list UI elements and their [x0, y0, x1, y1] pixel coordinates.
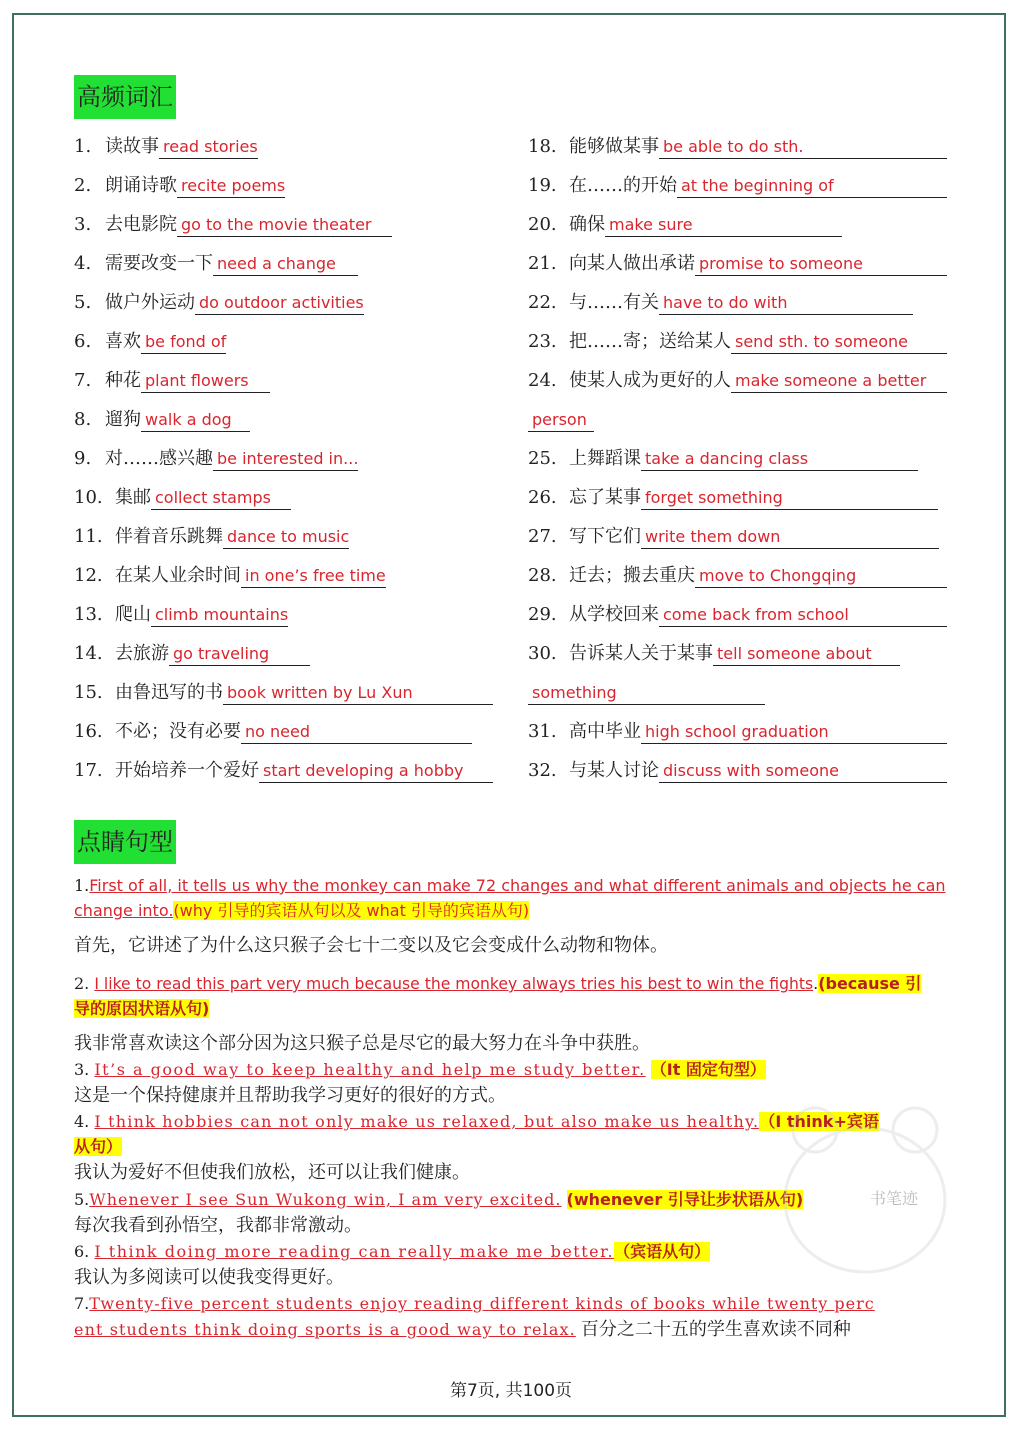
- vocab-chinese: 对……感兴趣: [105, 448, 213, 469]
- vocab-chinese: 告诉某人关于某事: [569, 643, 713, 664]
- vocab-number: 16.: [74, 721, 103, 742]
- vocab-chinese: 上舞蹈课: [569, 448, 641, 469]
- sentence-2-line-2: [74, 997, 209, 1021]
- sentence-7-english: Twenty-five percent students enjoy reading different kinds of books while twenty perc: [89, 1294, 875, 1313]
- sentence-7-line-1: [74, 1292, 875, 1316]
- vocab-answer: do outdoor activities: [195, 292, 364, 315]
- vocab-item: [74, 760, 493, 783]
- sentence-2-note-cont: 导的原因状语从句): [74, 999, 210, 1018]
- vocab-number: 28.: [528, 565, 557, 586]
- sentence-3-note: （It 固定句型）: [650, 1060, 766, 1079]
- vocab-number: 7.: [74, 370, 92, 391]
- vocab-chinese: 写下它们: [569, 526, 641, 547]
- vocab-number: 29.: [528, 604, 557, 625]
- vocab-answer: book written by Lu Xun: [223, 682, 493, 705]
- vocab-number: 4.: [74, 253, 92, 274]
- vocab-chinese: 遛狗: [105, 409, 141, 430]
- sentence-7-line-2: [74, 1318, 851, 1342]
- sentence-6-line-1: [74, 1240, 710, 1264]
- vocab-chinese: 使某人成为更好的人: [569, 370, 731, 391]
- sentence-3-line-1: [74, 1058, 766, 1082]
- sentence-number: 6.: [74, 1242, 90, 1261]
- vocab-number: 17.: [74, 760, 103, 781]
- vocab-item: [528, 643, 900, 666]
- vocab-number: 12.: [74, 565, 103, 586]
- vocab-answer: move to Chongqing: [695, 565, 947, 588]
- sentence-number: 4.: [74, 1112, 90, 1131]
- vocab-answer: make sure: [605, 214, 842, 237]
- vocab-item: [74, 136, 258, 159]
- sentence-4-english: I think hobbies can not only make us relaxed, but also make us healthy.: [94, 1112, 760, 1131]
- vocab-chinese: 能够做某事: [569, 136, 659, 157]
- vocab-number: 10.: [74, 487, 103, 508]
- vocab-answer: make someone a better: [731, 370, 947, 393]
- vocab-chinese: 由鲁迅写的书: [115, 682, 223, 703]
- vocab-item: [528, 487, 938, 510]
- sentence-2-english: I like to read this part very much because the monkey always tries his best to win the fights: [94, 975, 814, 993]
- sentence-7-english-cont: ent students think doing sports is a good way to relax.: [74, 1320, 576, 1339]
- sentence-number: 5.: [74, 1190, 90, 1209]
- sentence-5-note: (whenever 引导让步状语从句): [566, 1190, 804, 1209]
- sentence-4-note-cont: 从句）: [74, 1137, 123, 1156]
- vocab-item: [74, 721, 472, 744]
- vocab-chinese: 伴着音乐跳舞: [115, 526, 223, 547]
- vocab-answer: collect stamps: [151, 487, 291, 510]
- vocab-number: 31.: [528, 721, 557, 742]
- vocab-answer: go to the movie theater: [177, 214, 392, 237]
- vocab-number: 25.: [528, 448, 557, 469]
- sentence-1-line-2: [74, 899, 529, 923]
- vocab-chinese: 爬山: [115, 604, 151, 625]
- vocab-answer: at the beginning of: [677, 175, 947, 198]
- vocab-answer: in one’s free time: [241, 565, 386, 588]
- vocab-answer: dance to music: [223, 526, 349, 549]
- sentence-2-period: .: [813, 974, 819, 993]
- vocab-answer: be able to do sth.: [659, 136, 947, 159]
- vocab-chinese: 在……的开始: [569, 175, 677, 196]
- vocab-number: 13.: [74, 604, 103, 625]
- vocab-answer: person: [528, 409, 594, 432]
- sentence-1-note: (why 引导的宾语从句以及 what 引导的宾语从句): [173, 901, 530, 920]
- vocab-item: [528, 253, 947, 276]
- vocab-answer: send sth. to someone: [731, 331, 947, 354]
- watermark-text: 书笔迹: [870, 1189, 919, 1208]
- vocab-number: 3.: [74, 214, 92, 235]
- sentence-1-english: First of all, it tells us why the monkey can make 72 changes and what different animals and objects he can: [89, 876, 946, 895]
- vocab-item: [74, 448, 358, 471]
- vocab-item: [74, 604, 288, 627]
- vocab-chinese: 不必；没有必要: [115, 721, 241, 742]
- vocab-item: [528, 760, 947, 783]
- sentence-number: 3.: [74, 1060, 90, 1079]
- sentence-4-line-2: [74, 1135, 122, 1159]
- vocab-chinese: 需要改变一下: [105, 253, 213, 274]
- vocab-number: 21.: [528, 253, 557, 274]
- vocab-item: [528, 331, 947, 354]
- sentence-1-translation: 首先，它讲述了为什么这只猴子会七十二变以及它会变成什么动物和物体。: [74, 935, 668, 956]
- sentence-1-line-1: [74, 874, 946, 898]
- sentence-number: 7.: [74, 1294, 90, 1313]
- sentence-3-translation: 这是一个保持健康并且帮助我学习更好的很好的方式。: [74, 1085, 506, 1106]
- vocab-chinese: 高中毕业: [569, 721, 641, 742]
- vocab-answer: start developing a hobby: [259, 760, 493, 783]
- vocab-number: 9.: [74, 448, 92, 469]
- vocab-number: 20.: [528, 214, 557, 235]
- sentence-number: 2.: [74, 974, 90, 993]
- vocab-chinese: 朗诵诗歌: [105, 175, 177, 196]
- vocab-item: [528, 604, 947, 627]
- sentence-6-english: I think doing more reading can really make me better.: [94, 1242, 615, 1261]
- sentence-5-line-1: [74, 1188, 803, 1212]
- sentence-5-english: Whenever I see Sun Wukong win, I am very excited.: [89, 1190, 562, 1209]
- vocab-item: [528, 526, 939, 549]
- vocab-number: 32.: [528, 760, 557, 781]
- vocab-answer: be fond of: [141, 331, 226, 354]
- vocab-number: 5.: [74, 292, 92, 313]
- vocab-chinese: 喜欢: [105, 331, 141, 352]
- vocab-item: [528, 136, 947, 159]
- vocab-number: 27.: [528, 526, 557, 547]
- vocab-chinese: 去电影院: [105, 214, 177, 235]
- vocab-answer: promise to someone: [695, 253, 947, 276]
- page-footer: 第7页, 共100页: [449, 1381, 573, 1401]
- vocab-item: [528, 370, 947, 393]
- vocab-item: [528, 721, 947, 744]
- vocab-answer: high school graduation: [641, 721, 947, 744]
- vocab-chinese: 去旅游: [115, 643, 169, 664]
- vocab-answer: write them down: [641, 526, 939, 549]
- vocab-answer: go traveling: [169, 643, 310, 666]
- vocab-item: [74, 526, 349, 549]
- vocab-answer: be interested in...: [213, 448, 358, 471]
- vocab-chinese: 读故事: [105, 136, 159, 157]
- vocab-answer: no need: [241, 721, 472, 744]
- vocab-chinese: 向某人做出承诺: [569, 253, 695, 274]
- vocab-chinese: 与……有关: [569, 292, 659, 313]
- vocab-answer: have to do with: [659, 292, 913, 315]
- sentence-1-english-cont: change into.: [74, 901, 174, 920]
- vocab-answer: discuss with someone: [659, 760, 947, 783]
- sentence-4-translation: 我认为爱好不但使我们放松，还可以让我们健康。: [74, 1162, 470, 1183]
- vocab-number: 24.: [528, 370, 557, 391]
- vocab-item: [74, 253, 358, 276]
- vocab-answer: plant flowers: [141, 370, 270, 393]
- sentence-2-note: (because 引: [818, 974, 922, 993]
- sentence-number: 1.: [74, 876, 90, 895]
- vocab-chinese: 种花: [105, 370, 141, 391]
- vocab-chinese: 集邮: [115, 487, 151, 508]
- sentence-7-translation: 百分之二十五的学生喜欢读不同种: [580, 1319, 851, 1340]
- vocab-item: [74, 214, 392, 237]
- vocab-number: 19.: [528, 175, 557, 196]
- vocab-number: 2.: [74, 175, 92, 196]
- vocab-answer: forget something: [641, 487, 938, 510]
- vocab-number: 11.: [74, 526, 103, 547]
- vocab-item: [528, 292, 913, 315]
- bear-watermark-icon: [775, 1090, 955, 1280]
- vocab-chinese: 从学校回来: [569, 604, 659, 625]
- vocab-answer: walk a dog: [141, 409, 250, 432]
- vocab-item: [528, 682, 765, 705]
- sentence-3-english: It’s a good way to keep healthy and help me study better.: [94, 1060, 646, 1079]
- vocab-answer: climb mountains: [151, 604, 288, 627]
- vocab-chinese: 在某人业余时间: [115, 565, 241, 586]
- sentence-2-line-1: [74, 972, 921, 996]
- vocab-item: [528, 214, 842, 237]
- vocab-item: [74, 331, 226, 354]
- vocab-number: 14.: [74, 643, 103, 664]
- vocab-item: [528, 175, 947, 198]
- vocab-answer: read stories: [159, 136, 258, 159]
- vocab-answer: need a change: [213, 253, 358, 276]
- vocab-answer: something: [528, 682, 765, 705]
- vocab-chinese: 迁去；搬去重庆: [569, 565, 695, 586]
- vocab-chinese: 把……寄；送给某人: [569, 331, 731, 352]
- sentence-4-line-1: [74, 1110, 879, 1134]
- vocab-chinese: 做户外运动: [105, 292, 195, 313]
- vocab-number: 8.: [74, 409, 92, 430]
- sentence-5-translation: 每次我看到孙悟空，我都非常激动。: [74, 1215, 362, 1236]
- vocab-number: 22.: [528, 292, 557, 313]
- vocab-number: 15.: [74, 682, 103, 703]
- vocab-item: [74, 409, 250, 432]
- sentence-6-translation: 我认为多阅读可以使我变得更好。: [74, 1267, 344, 1288]
- vocab-number: 6.: [74, 331, 92, 352]
- vocab-item: [74, 682, 493, 705]
- vocab-answer: tell someone about: [713, 643, 900, 666]
- vocab-number: 26.: [528, 487, 557, 508]
- vocab-item: [74, 370, 270, 393]
- vocab-item: [74, 175, 285, 198]
- vocab-chinese: 开始培养一个爱好: [115, 760, 259, 781]
- vocab-item: [74, 565, 386, 588]
- vocab-item: [528, 409, 594, 432]
- section-heading-key-sentences: 点睛句型: [74, 820, 176, 864]
- sentence-4-note: （I think+宾语: [759, 1112, 879, 1131]
- vocab-chinese: 确保: [569, 214, 605, 235]
- vocab-number: 23.: [528, 331, 557, 352]
- vocab-item: [528, 448, 918, 471]
- vocab-number: 18.: [528, 136, 557, 157]
- sentence-2-translation: 我非常喜欢读这个部分因为这只猴子总是尽它的最大努力在斗争中获胜。: [74, 1033, 650, 1054]
- vocab-item: [74, 292, 364, 315]
- vocab-item: [528, 565, 947, 588]
- vocab-number: 1.: [74, 136, 92, 157]
- vocab-item: [74, 487, 291, 510]
- section-heading-vocabulary: 高频词汇: [74, 75, 176, 119]
- vocab-answer: come back from school: [659, 604, 947, 627]
- vocab-chinese: 与某人讨论: [569, 760, 659, 781]
- sentence-6-note: （宾语从句）: [614, 1242, 711, 1261]
- vocab-number: 30.: [528, 643, 557, 664]
- vocab-item: [74, 643, 310, 666]
- vocab-answer: take a dancing class: [641, 448, 918, 471]
- vocab-chinese: 忘了某事: [569, 487, 641, 508]
- vocab-answer: recite poems: [177, 175, 285, 198]
